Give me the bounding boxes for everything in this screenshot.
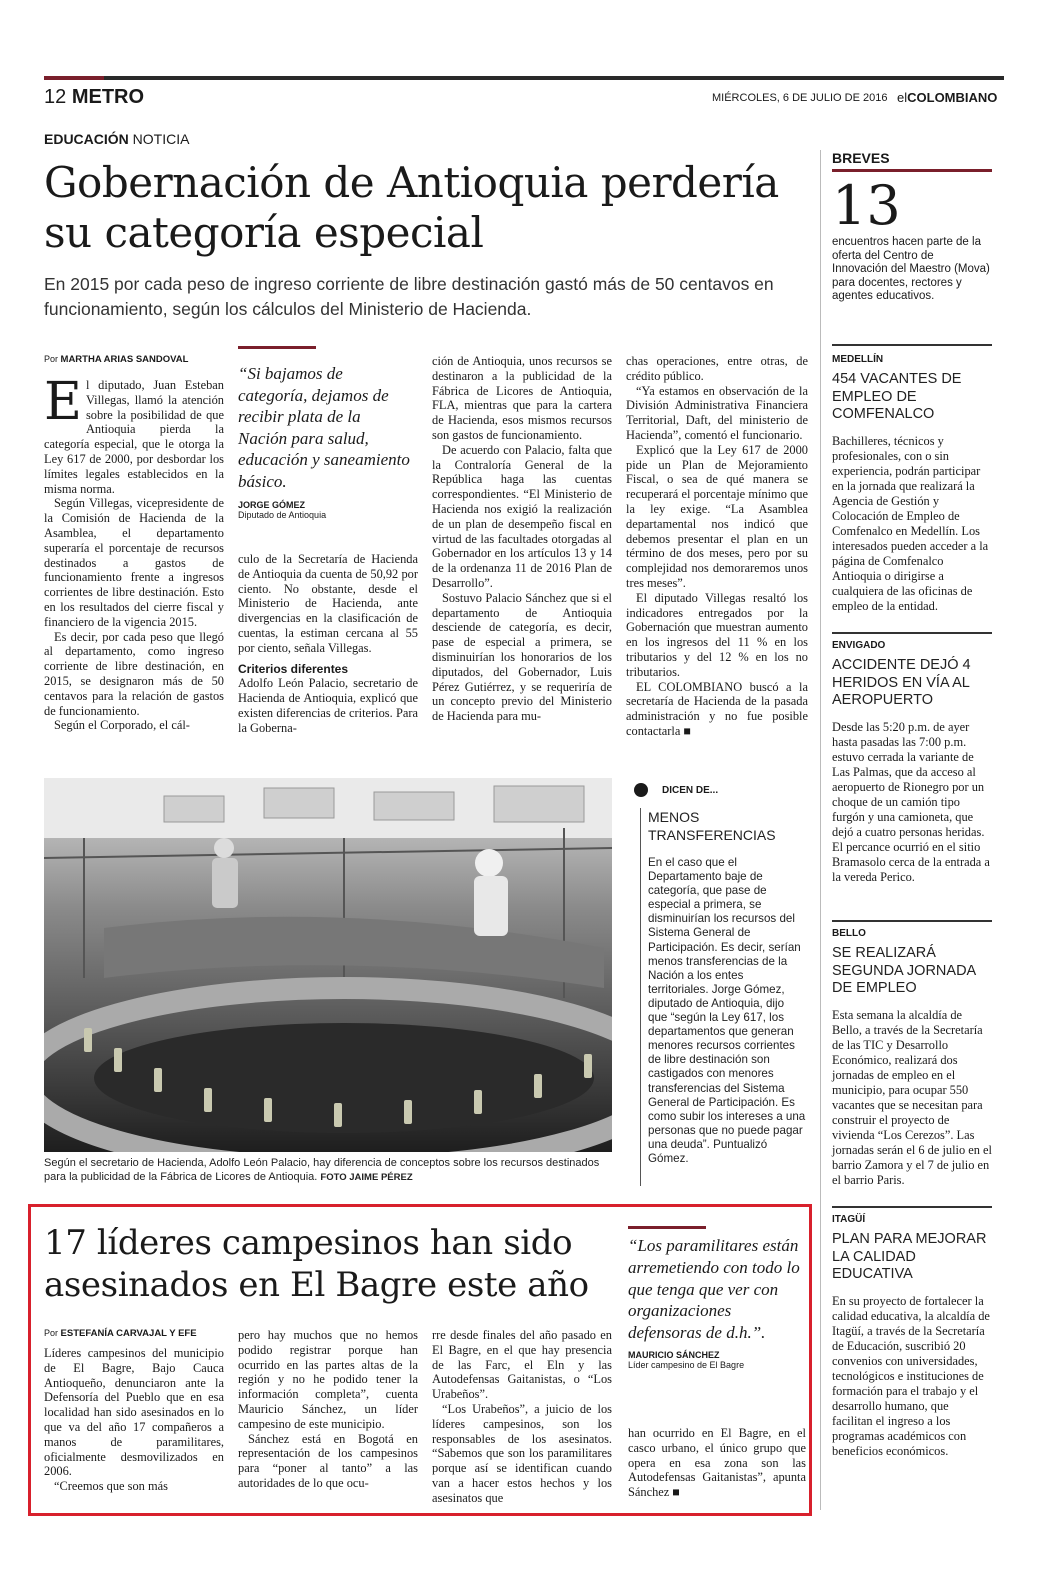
kicker-section: EDUCACIÓN <box>44 131 129 147</box>
dicen-title: MENOS TRANSFERENCIAS <box>648 809 776 843</box>
subhead: Criterios diferentes <box>238 661 349 676</box>
article-headline: Gobernación de Antioquia perdería su categoría especial <box>44 158 779 257</box>
story2-byline <box>44 1328 197 1339</box>
brand-name: COLOMBIANO <box>907 90 998 105</box>
paragraph: Según Villegas, vicepresidente de la Comisión de Hacienda de la Asamblea, el departamento superaría el porcentaje de recursos destinados a gastos de funcionamiento frente a ingresos corrientes de libre destinación. Esto en los resultados del cierre fiscal y financiero de la vigencia 2015. <box>44 496 224 629</box>
brief-body: Esta semana la alcaldía de Bello, a través de la Secretaría de las TIC y Desarrollo Económico, realizará dos jornadas de empleo en el municipio, para ocupar 550 vacantes que se necesitan para construir el proyecto de vivienda “Los Cerezos”. Las jornadas serán el 6 de julio en el barrio Zamora y el 7 de julio en el barrio Paris. <box>832 1007 992 1187</box>
brief-city: MEDELLÍN <box>832 354 884 365</box>
top-rule <box>44 76 1004 80</box>
paragraph: l diputado, Juan Esteban Villegas, llamó la atención sobre la posibilidad de que Antioquia pierda la categoría especial, que le otorga la Ley 617 de 2000, por desbordar los límites legales establecidos en la misma norma. <box>44 378 224 496</box>
dicen-label: DICEN DE... <box>662 785 719 796</box>
story2-column-1 <box>44 1346 224 1494</box>
photo-credit: FOTO JAIME PÉREZ <box>320 1172 413 1183</box>
sidebar-divider <box>820 150 821 1510</box>
byline-author: MARTHA ARIAS SANDOVAL <box>60 354 189 365</box>
brand-prefix: el <box>897 90 908 105</box>
paragraph: Según el Corporado, el cál- <box>54 718 190 733</box>
article-column-4 <box>626 354 808 739</box>
byline-prefix: Por <box>44 1328 59 1338</box>
dicen-de-box <box>630 782 806 1166</box>
quote-author: MAURICIO SÁNCHEZ <box>628 1349 720 1360</box>
brief-title: SE REALIZARÁ SEGUNDA JORNADA DE EMPLEO <box>832 945 976 996</box>
quote-rule <box>628 1226 706 1229</box>
paragraph: De acuerdo con Palacio, falta que la Contraloría General de la República haga las cuentas correspondientes. “El Ministerio de Hacienda nos exigió la realización de un plan de desempeño fiscal en virtud de las facultades otorgadas al Gobernador en los artículos 13 y 14 de la ordenanza 11 de 2016 Plan de Desarrollo”. <box>432 442 612 590</box>
article-column-3 <box>432 354 612 724</box>
story2-column-4 <box>628 1426 806 1500</box>
brief-title: PLAN PARA MEJORAR LA CALIDAD EDUCATIVA <box>832 1231 987 1282</box>
brief-itagui <box>832 1214 992 1459</box>
sidebar-rule <box>832 632 992 634</box>
dicen-body: En el caso que el Departamento baje de categoría, que pase de especial a primera, se disminuirían los recursos del Sistema General de Participación. Es decir, serían menos transferencias de la Nación a los entes territoriales. Jorge Gómez, diputado de Antioquia, dijo que “según la Ley 617, los departamentos que generan menores recursos corrientes de libre destinación son castigados con menores transferencias del Sistema General de Participación. Es como subir los intereses a una personas que no puede pagar una deuda”. Puntualizó Gómez. <box>648 856 806 1165</box>
page-number: 12 <box>44 86 67 108</box>
brief-city: ITAGÜÍ <box>832 1214 866 1225</box>
speech-bubble-icon <box>634 783 648 797</box>
story2-headline: 17 líderes campesinos han sido asesinados en El Bagre este año <box>44 1223 589 1305</box>
paragraph: “Ya estamos en observación de la División Administrativa Financiera Territorial, Daft, del ministerio de Hacienda”, comentó el funcionario. <box>626 383 808 442</box>
article-byline <box>44 354 188 365</box>
brief-medellin <box>832 354 992 614</box>
paragraph: pero hay muchos que no hemos podido registrar porque han ocurrido en las partes altas de la región y no he podido tener la información completa”, cuenta Mauricio Sánchez, un líder campesino de este municipio. <box>238 1328 418 1431</box>
stat-number: 13 <box>832 174 901 237</box>
paragraph: han ocurrido en El Bagre, en el casco urbano, el único grupo que opera en esa zona son las Autodefensas Gaitanistas”, apunta Sánchez ■ <box>628 1426 806 1500</box>
paragraph: El diputado Villegas resaltó los indicadores entregados por la Gobernación que muestran aumento en los ingresos del 11 % en los tributarios y del 12 % en los no tributarios. <box>626 590 808 679</box>
paragraph: Sostuvo Palacio Sánchez que si el departamento de Antioquia desciende de categoría, es decir, pase de especial a primera, se disminuirían los honorarios de los diputados, del Gobernador, Luis Pérez Gutiérrez, y se requeriría de un concepto previo del Ministerio de Hacienda para mu- <box>432 590 612 724</box>
paragraph: “Creemos que son más <box>54 1479 168 1494</box>
article-column-1 <box>44 372 224 733</box>
sidebar-header: BREVES <box>832 150 992 172</box>
story2-pull-quote <box>628 1226 804 1370</box>
quote-text: “Los paramilitares están arremetiendo con todo lo que tenga que ver con organizaciones defensoras de d.h.”. <box>628 1236 800 1343</box>
paragraph: ción de Antioquia, unos recursos se destinaron a la publicidad de la Fábrica de Licores de Antioquia, FLA, mientras que para la cartera de Hacienda, esos mismos recursos son gastos de funcionamiento. <box>432 354 612 442</box>
quote-text: “Si bajamos de categoría, dejamos de recibir plata de la Nación para salud, educación y saneamiento básico. <box>238 364 410 491</box>
page-header <box>44 86 144 109</box>
paragraph: EL COLOMBIANO buscó a la secretaría de Hacienda de la pasada administración y no fue posible contactarla ■ <box>626 679 808 738</box>
brief-city: BELLO <box>832 928 866 939</box>
bottling-line-illustration <box>44 778 612 1152</box>
paragraph: chas operaciones, entre otras, de crédito público. <box>626 354 808 383</box>
stat-text: encuentros hacen parte de la oferta del Centro de Innovación del Maestro (Mova) para docentes, rectores y agentes educativos. <box>832 236 990 302</box>
brief-body: Desde las 5:20 p.m. de ayer hasta pasadas las 7:00 p.m. estuvo cerrada la variante de Las Palmas, que da acceso al aeropuerto de Rionegro por un choque de un camión tipo furgón y una camioneta, que dejó a cuatro personas heridas. El percance ocurrió en el sitio Bramasolo cerca de la entrada a la vereda Perico. <box>832 719 990 884</box>
article-deck: En 2015 por cada peso de ingreso corriente de libre destinación gastó más de 50 centavos en funcionamiento, según los cálculos del Ministerio de Hacienda. <box>44 274 774 319</box>
newspaper-logo <box>897 90 997 105</box>
article-kicker <box>44 131 189 147</box>
paragraph: Explicó que la Ley 617 de 2000 pide un Plan de Mejoramiento Fiscal, o sea de qué manera se recuperará el porcentaje mínimo que la ley exige. “La Asamblea departamental nos indicó que debemos presentar el plan en un término de dos meses, pero por su complejidad nos demoraremos unos tres meses”. <box>626 442 808 590</box>
caption-text: Según el secretario de Hacienda, Adolfo León Palacio, hay diferencia de conceptos sobre los recursos destinados para la publicidad de la Fábrica de Licores de Antioquia. <box>44 1157 600 1183</box>
quote-author: JORGE GÓMEZ <box>238 500 306 510</box>
paragraph: culo de la Secretaría de Hacienda de Antioquia da cuenta de 50,92 por ciento. No obstante, desde el Ministerio de Hacienda, ante divergencias en la clasificación de cuentas, la estiman cercana al 55 por ciento, señala Villegas. <box>238 552 418 655</box>
issue-date: MIÉRCOLES, 6 DE JULIO DE 2016 <box>712 92 888 104</box>
factory-photo <box>44 778 612 1152</box>
section-name: METRO <box>71 86 145 108</box>
quote-rule <box>238 346 316 349</box>
paragraph: Líderes campesinos del municipio de El Bagre, Bajo Cauca Antioqueño, denunciaron ante la Defensoría del Pueblo que en esa localidad han sido asesinados en lo que va del año 17 compañeros a manos de paramilitares, oficialmente desmovilizados en 2006. <box>44 1346 224 1479</box>
story2-column-2 <box>238 1328 418 1491</box>
paragraph: “Los Urabeños”, a juicio de los líderes campesinos, son los responsables de los asesinatos. “Sabemos que son los paramilitares porque así se identifican cuando van a hacer estos hechos y los asesinatos que <box>432 1401 612 1505</box>
brief-bello <box>832 928 992 1188</box>
paragraph: rre desde finales del año pasado en El Bagre, en el que hay presencia de las Farc, el Eln y las Autodefensas Gaitanistas, o “Los Urabeños”. <box>432 1328 612 1402</box>
article-column-2 <box>238 552 418 736</box>
quote-role: Diputado de Antioquia <box>238 510 327 520</box>
dicen-header <box>630 782 806 800</box>
byline-prefix: Por <box>44 354 59 364</box>
breves-sidebar <box>832 150 992 304</box>
brief-title: ACCIDENTE DEJÓ 4 HERIDOS EN VÍA AL AEROPUERTO <box>832 657 971 708</box>
paragraph: Es decir, por cada peso que llegó al departamento, como ingreso corriente de libre destinación, en 2015, se designaron más de 50 centavos para la relación de gastos de funcionamiento. <box>44 629 224 718</box>
brief-body: Bachilleres, técnicos y profesionales, con o sin experiencia, podrán participar en la jornada que realizará la Agencia de Gestión y Colocación de Empleo de Comfenalco en Medellín. Los interesados pueden acceder a la página de Comfenalco Antioquia o dirigirse a cualquiera de las oficinas de empleo de la entidad. <box>832 433 989 613</box>
paragraph: Adolfo León Palacio, secretario de Hacienda de Antioquia, explicó que existen diferencias de criterios. Para la Goberna- <box>238 676 418 735</box>
story2-column-3 <box>432 1328 612 1506</box>
brief-title: 454 VACANTES DE EMPLEO DE COMFENALCO <box>832 371 962 422</box>
sidebar-rule <box>832 344 992 346</box>
drop-cap: E <box>44 372 82 432</box>
quote-role: Líder campesino de El Bagre <box>628 1359 745 1370</box>
brief-body: En su proyecto de fortalecer la calidad educativa, la alcaldía de Itagüí, a través de la Secretaría de Educación, suscribió 20 convenios con universidades, tecnológicos e instituciones de formación para el trabajo y el desarrollo humano, que facilitan el ingreso a los programas académicos con beneficios económicos. <box>832 1293 990 1458</box>
paragraph: Sánchez está en Bogotá en representación de los campesinos para “poner al tanto” a las autoridades de lo que ocu- <box>238 1431 418 1490</box>
kicker-type: NOTICIA <box>132 131 190 147</box>
sidebar-rule <box>832 920 992 922</box>
sidebar-rule <box>832 1206 992 1208</box>
brief-city: ENVIGADO <box>832 640 886 651</box>
byline-author: ESTEFANÍA CARVAJAL Y EFE <box>60 1328 197 1339</box>
pull-quote <box>238 346 410 520</box>
brief-envigado <box>832 640 992 885</box>
photo-caption <box>44 1156 612 1185</box>
